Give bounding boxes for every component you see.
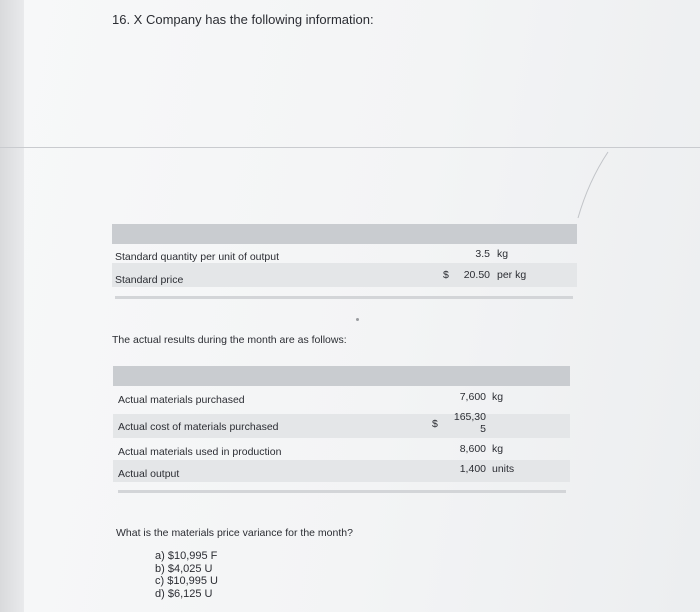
standard-quantity-value: 3.5 xyxy=(475,248,490,260)
answer-option-c[interactable]: c) $10,995 U xyxy=(155,575,218,587)
standard-quantity-unit: kg xyxy=(497,248,509,260)
standard-table-bottom-rule xyxy=(115,296,573,299)
standard-quantity-label: Standard quantity per unit of output xyxy=(115,251,280,263)
actual-materials-purchased-unit: kg xyxy=(492,391,504,403)
actual-materials-purchased-label: Actual materials purchased xyxy=(118,394,245,406)
standard-price-currency: $ xyxy=(443,269,449,281)
actual-output-label: Actual output xyxy=(118,468,180,480)
standard-price-value: 20.50 xyxy=(463,269,490,281)
standard-price-unit: per kg xyxy=(497,269,527,281)
actual-table-header xyxy=(113,366,570,386)
actual-intro-text: The actual results during the month are as follows: xyxy=(112,334,347,346)
actual-materials-purchased-value: 7,600 xyxy=(459,391,486,403)
actual-cost-label: Actual cost of materials purchased xyxy=(118,421,279,433)
question-title: 16. X Company has the following information: xyxy=(112,12,374,27)
standard-price-label: Standard price xyxy=(115,274,184,286)
actual-output-value: 1,400 xyxy=(459,463,486,475)
question-page xyxy=(24,0,700,612)
actual-materials-used-value: 8,600 xyxy=(459,443,486,455)
actual-table-bottom-rule xyxy=(118,490,566,493)
answer-option-a[interactable]: a) $10,995 F xyxy=(155,550,218,562)
actual-cost-value-line1: 165,30 xyxy=(453,411,486,423)
actual-output-unit: units xyxy=(492,463,515,475)
standard-table-header xyxy=(112,224,577,244)
answer-choices xyxy=(155,550,218,600)
actual-materials-used-unit: kg xyxy=(492,443,504,455)
page-edge xyxy=(0,0,24,612)
question-prompt: What is the materials price variance for the month? xyxy=(116,527,353,539)
actual-cost-currency: $ xyxy=(432,418,438,430)
section-divider xyxy=(0,147,700,148)
actual-cost-value-line2: 5 xyxy=(480,423,486,435)
answer-option-d[interactable]: d) $6,125 U xyxy=(155,587,213,600)
actual-materials-used-label: Actual materials used in production xyxy=(118,446,282,458)
stray-dot xyxy=(356,318,359,321)
answer-option-b[interactable]: b) $4,025 U xyxy=(155,562,213,575)
curved-line-decoration xyxy=(560,150,620,220)
